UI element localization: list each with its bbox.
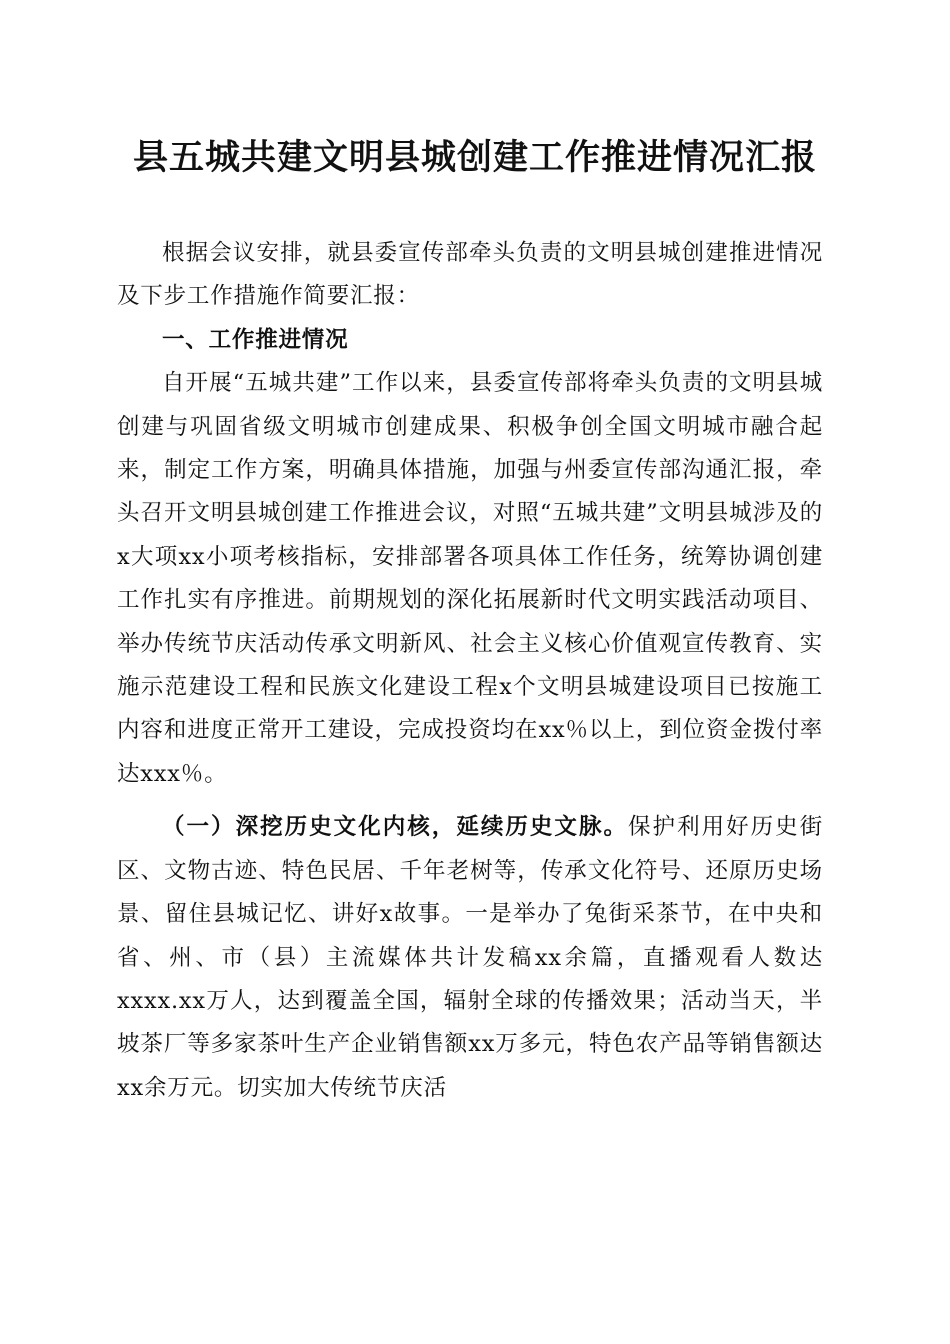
section-heading: 一、工作推进情况 [162,326,349,353]
document-title: 县五城共建文明县城创建工作推进情况汇报 [132,137,817,178]
subsection-heading: （一）深挖历史文化内核，延续历史文脉。 [162,814,629,841]
intro-paragraph: 根据会议安排，就县委宣传部牵头负责的文明县城创建推进情况及下步工作措施作简要汇报： [117,240,823,310]
subsection-paragraph [117,806,823,1110]
section-paragraph: 自开展“五城共建”工作以来，县委宣传部将牵头负责的文明县城创建与巩固省级文明城市创建成果、积极争创全国文明城市融合起来，制定工作方案，明确具体措施，加强与州委宣传部沟通汇报，牵头召开文明县城创建工作推进会议，对照“五城共建”文明县城涉及的x大项xx小项考核指标，安排部署各项具体工作任务，统筹协调创建工作扎实有序推进。前期规划的深化拓展新时代文明实践活动项目、举办传统节庆活动传承文明新风、社会主义核心价值观宣传教育、实施示范建设工程和民族文化建设工程x个文明县城建设项目已按施工内容和进度正常开工建设，完成投资均在xx％以上，到位资金拨付率达xxx％。 [117,370,823,787]
document-body [117,232,823,1110]
paragraph-gap [117,796,823,806]
subsection-text: 保护利用好历史街区、文物古迹、特色民居、千年老树等，传承文化符号、还原历史场景、留住县城记忆、讲好x故事。一是举办了兔街采茶节，在中央和省、州、市（县）主流媒体共计发稿xx余篇，直播观看人数达xxxx.xx万人，达到覆盖全国，辐射全球的传播效果；活动当天，半坡茶厂等多家茶叶生产企业销售额xx万多元，特色农产品等销售额达xx余万元。切实加大传统节庆活 [117,814,824,1101]
